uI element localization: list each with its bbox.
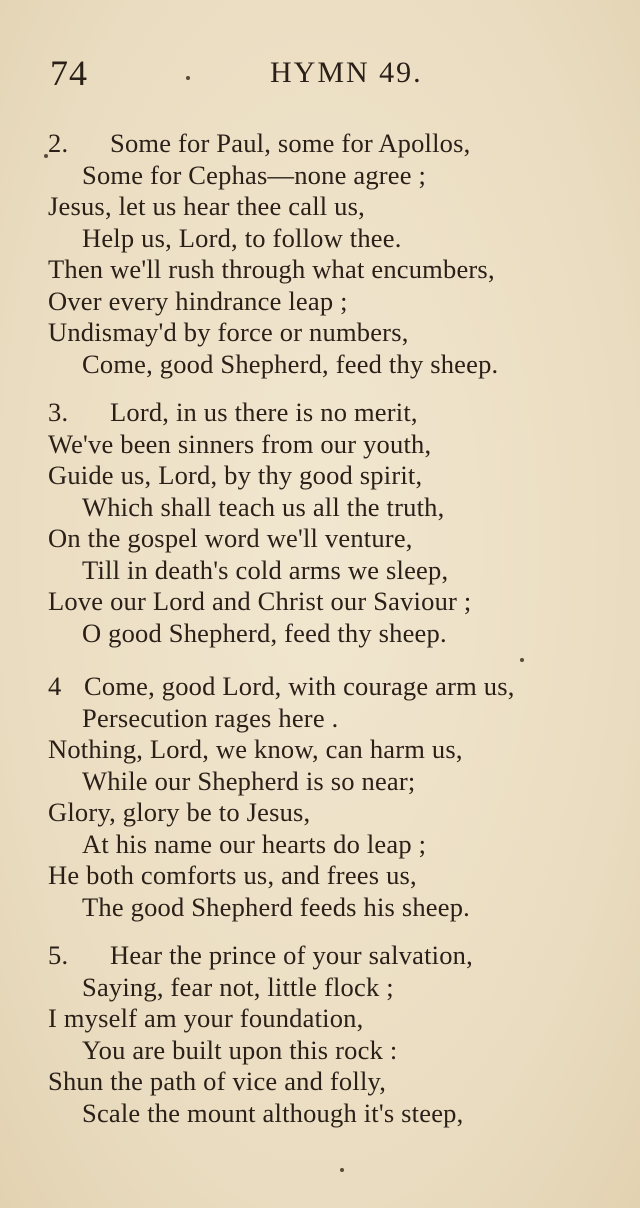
stanza-3	[48, 397, 628, 649]
verse-line: The good Shepherd feeds his sheep.	[82, 891, 471, 922]
verse-line: Scale the mount although it's steep,	[82, 1097, 464, 1128]
verse-line: Undismay'd by force or numbers,	[48, 317, 409, 347]
verse-line: You are built upon this rock :	[82, 1034, 398, 1065]
verse-line: We've been sinners from our youth,	[48, 428, 432, 459]
verse-line: Then we'll rush through what encumbers,	[48, 254, 495, 284]
page-number: 74	[50, 53, 88, 93]
verse-line: Jesus, let us hear thee call us,	[48, 191, 365, 221]
verse-line: Help us, Lord, to follow thee.	[82, 222, 402, 253]
verse-line: O good Shepherd, feed thy sheep.	[82, 617, 447, 648]
stanza-5	[48, 940, 628, 1129]
verse-line: I myself am your foundation,	[48, 1003, 364, 1033]
verse-line: Over every hindrance leap ;	[48, 285, 348, 316]
verse-line: He both comforts us, and frees us,	[48, 860, 417, 890]
verse-line: 4 Come, good Lord, with courage arm us,	[48, 671, 515, 701]
verse-line: Glory, glory be to Jesus,	[48, 797, 311, 827]
stanza-2	[48, 128, 628, 380]
ink-speck	[520, 658, 524, 662]
page-header	[50, 52, 590, 100]
running-title: HYMN 49.	[270, 56, 423, 89]
verse-line: Some for Cephas—none agree ;	[82, 159, 427, 190]
verse-line: Persecution rages here .	[82, 702, 339, 733]
stanza-4	[48, 671, 628, 923]
verse-line: Shun the path of vice and folly,	[48, 1066, 387, 1096]
verse-line: Come, good Shepherd, feed thy sheep.	[82, 348, 499, 379]
verse-line: Saying, fear not, little flock ;	[82, 971, 394, 1002]
verse-line: Guide us, Lord, by thy good spirit,	[48, 460, 423, 490]
verse-line: While our Shepherd is so near;	[82, 765, 416, 796]
verse-line: 2. Some for Paul, some for Apollos,	[48, 128, 471, 158]
stanza-number: 4	[48, 671, 62, 701]
verse-line: Till in death's cold arms we sleep,	[82, 554, 449, 585]
verse-line: On the gospel word we'll venture,	[48, 523, 413, 553]
ink-speck	[186, 76, 190, 80]
verse-line: Nothing, Lord, we know, can harm us,	[48, 734, 463, 764]
verse-line: Which shall teach us all the truth,	[82, 491, 445, 522]
stanza-number: 5.	[48, 940, 69, 970]
verse-line: At his name our hearts do leap ;	[82, 828, 427, 859]
stanza-number: 3.	[48, 397, 69, 427]
ink-speck	[340, 1168, 344, 1172]
ink-speck	[44, 154, 48, 158]
verse-line: 5. Hear the prince of your salvation,	[48, 940, 473, 970]
stanza-number: 2.	[48, 128, 69, 158]
verse-line: 3. Lord, in us there is no merit,	[48, 397, 418, 427]
verse-line: Love our Lord and Christ our Saviour ;	[48, 586, 472, 616]
